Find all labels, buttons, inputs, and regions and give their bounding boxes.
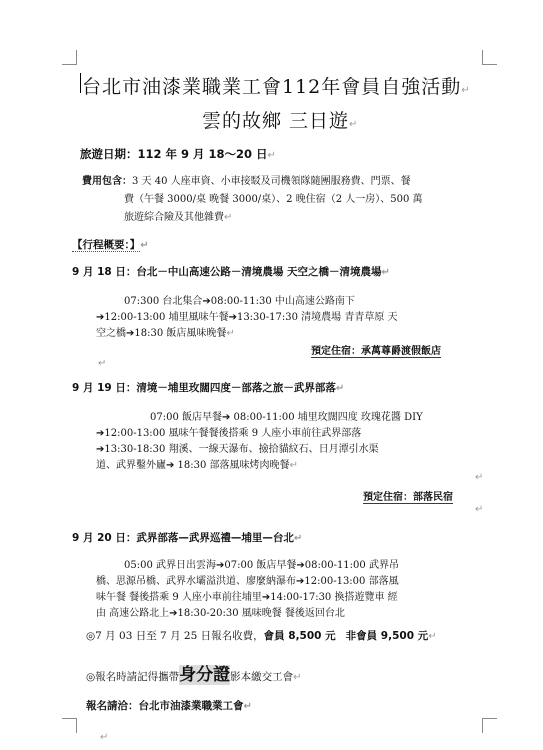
day2-hotel: 預定住宿：部落民宿: [363, 492, 453, 503]
contact-line: 報名請洽：台北市油漆業職業工會↵: [86, 700, 252, 712]
title-line-1: 台北市油漆業職業工會112年會員自強活動↵: [82, 76, 471, 98]
travel-date: 旅遊日期：112 年 9 月 18～20 日↵: [80, 147, 276, 161]
day2-line-4: 道、武界鑿外廬➔ 18:30 部落風味烤肉晚餐↵: [96, 460, 298, 471]
itinerary-overview-heading: 【行程概要：】↵: [72, 239, 149, 251]
crop-mark-bottom-right: [482, 718, 497, 733]
day3-line-3: 味午餐 餐後搭乘 9 人座小車前往埔里➔14:00-17:30 換搭遊覽車 經: [96, 592, 398, 603]
day1-line-2: ➔12:00-13:00 埔里風味午餐➔13:30-17:30 清境農場 青青草原 天: [96, 312, 398, 323]
fee-line-3: 旅遊綜合險及其他雜費↵: [124, 212, 233, 223]
final-paragraph-mark: ↵: [100, 732, 109, 743]
day2-heading: 9 月 19 日：清境－埔里玫闊四度－部落之旅－武界部落↵: [72, 382, 345, 394]
signup-fee: ◎7 月 03 日至 7 月 25 日報名收費，會員 8,500 元 非會員 9,500 元↵: [86, 630, 437, 642]
day1-line-1: 07:300 台北集合➔08:00-11:30 中山高速公路南下: [124, 296, 355, 307]
day3-heading: 9 月 20 日：武界部落—武界巡禮—埔里—台北↵: [72, 532, 303, 544]
fee-line-2: 費（午餐 3000/桌 晚餐 3000/桌）、2 晚住宿（2 人一房）、500 萬: [124, 194, 423, 205]
text-cursor: [80, 73, 81, 93]
day3-line-4: 由 高速公路北上➔18:30-20:30 風味晚餐 餐後返回台北: [96, 608, 345, 619]
crop-mark-bottom-left: [62, 718, 77, 733]
id-card-emphasis: 身分證: [179, 665, 231, 685]
day1-hotel: 預定住宿：承萬尊爵渡假飯店: [311, 346, 441, 357]
crop-mark-top-left: [62, 50, 77, 65]
day2-line-3: ➔13:30-18:30 翔溪、一線天瀑布、撿拾貓紋石、日月潭引水渠: [96, 444, 379, 455]
day2-line-1: 07:00 飯店早餐➔ 08:00-11:00 埔里玫闊四度 玫瑰花醬 DIY: [150, 412, 423, 423]
day3-line-2: 橋、思源吊橋、武界水壩溢洪道、廖麼納瀑布➔12:00-13:00 部落風: [96, 576, 399, 587]
title-line-2: 雲的故鄉 三日遊↵: [202, 110, 359, 132]
blank-paragraph-3: ↵: [475, 504, 484, 515]
day1-heading: 9 月 18 日：台北－中山高速公路－清境農場 天空之橋－清境農場↵: [72, 266, 390, 278]
day2-line-2: ➔12:00-13:00 風味午餐餐後搭乘 9 人座小車前往武界部落: [96, 428, 362, 439]
crop-mark-top-right: [482, 50, 497, 65]
day3-line-1: 05:00 武界日出雲海➔07:00 飯店早餐➔08:00-11:00 武界吊: [124, 560, 399, 571]
day1-line-3: 空之橋➔18:30 飯店風味晚餐↵: [96, 328, 235, 339]
blank-paragraph-1: ↵: [98, 358, 107, 369]
fee-line-1: 費用包含：3 天 40 人座車資、小車接駁及司機領隊隨團服務費、門票、餐: [82, 176, 411, 187]
id-card-note: ◎報名時請記得攜帶身分證影本繳交工會↵: [86, 665, 302, 685]
blank-paragraph-2: ↵: [475, 472, 484, 483]
